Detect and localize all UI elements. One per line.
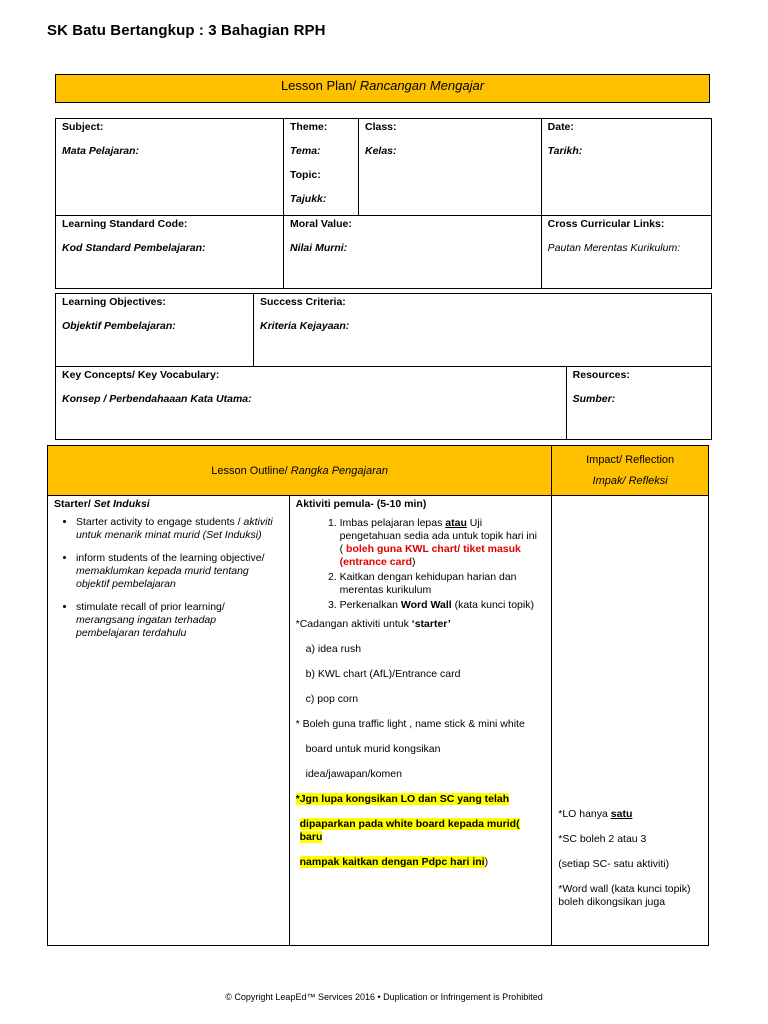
class-label: Class: xyxy=(365,121,397,133)
suggestion-c: c) pop corn xyxy=(305,693,359,705)
moral-label-my: Nilai Murni: xyxy=(290,242,348,254)
list-item: 3. Perkenalkan Word Wall (kata kunci topik) xyxy=(340,599,546,612)
lo-label: Learning Objectives: xyxy=(62,296,166,308)
kc-label-my: Konsep / Perbendahaaan Kata Utama: xyxy=(62,393,252,405)
starter-bullet-list xyxy=(54,516,283,640)
starter-title-my: Set Induksi xyxy=(93,498,150,510)
resources-label: Resources: xyxy=(572,369,630,381)
lesson-plan-title-en: Lesson Plan/ xyxy=(280,78,360,93)
kc-label: Key Concepts/ Key Vocabulary: xyxy=(62,369,220,381)
starter-title-en: Starter/ xyxy=(54,498,94,510)
outline-title-en: Lesson Outline/ xyxy=(211,464,291,477)
ls-code-label-my: Kod Standard Pembelajaran: xyxy=(62,242,206,254)
suggestion-line: *Cadangan aktiviti untuk ‘starter’ xyxy=(295,618,451,630)
lo-label-my: Objektif Pembelajaran: xyxy=(62,320,176,332)
reflection-word-wall: *Word wall (kata kunci topik) boleh dikongsikan juga xyxy=(558,883,691,908)
topic-label: Topic: xyxy=(290,169,321,181)
suggestion-b: b) KWL chart (AfL)/Entrance card xyxy=(305,668,461,680)
ccl-label-my: Pautan Merentas Kurikulum: xyxy=(547,242,681,254)
subject-label-my: Mata Pelajaran: xyxy=(62,145,140,157)
class-label-my: Kelas: xyxy=(365,145,397,157)
traffic-line-1: * Boleh guna traffic light , name stick & mini white xyxy=(295,718,525,730)
resources-label-my: Sumber: xyxy=(572,393,616,405)
objectives-table xyxy=(55,293,712,440)
suggestion-a: a) idea rush xyxy=(305,643,362,655)
subject-label: Subject: xyxy=(62,121,104,133)
moral-label: Moral Value: xyxy=(290,218,352,230)
topic-label-my: Tajukk: xyxy=(290,193,327,205)
ls-code-label: Learning Standard Code: xyxy=(62,218,188,230)
impact-title: Impact/ Reflection xyxy=(586,454,675,466)
activity-list xyxy=(296,517,546,612)
traffic-line-2: board untuk murid kongsikan xyxy=(305,743,441,755)
list-item: • inform students of the learning objective/ memaklumkan kepada murid tentang objektif pembelajaran xyxy=(76,552,283,591)
reflection-sc: *SC boleh 2 atau 3 xyxy=(558,833,647,845)
activity-title: Aktiviti pemula- (5-10 min) xyxy=(295,498,427,510)
traffic-line-3: idea/jawapan/komen xyxy=(305,768,402,780)
outline-title-my: Rangka Pengajaran xyxy=(290,464,388,477)
highlight-line-2: dipaparkan pada white board kepada murid( baru xyxy=(299,818,520,843)
highlight-line-1: *Jgn lupa kongsikan LO dan SC yang telah xyxy=(295,793,510,805)
lesson-plan-title-my: Rancangan Mengajar xyxy=(359,78,485,93)
theme-label: Theme: xyxy=(290,121,328,133)
sc-label-my: Kriteria Kejayaan: xyxy=(260,320,350,332)
theme-label-my: Tema: xyxy=(290,145,321,157)
highlight-line-3: nampak kaitkan dengan Pdpc hari ini) xyxy=(299,856,489,868)
reflection-lo: *LO hanya satu xyxy=(558,808,633,820)
footer-copyright: © Copyright LeapEd™ Services 2016 • Duplication or Infringement is Prohibited xyxy=(225,992,543,1002)
page-header-title: SK Batu Bertangkup : 3 Bahagian RPH xyxy=(47,22,326,39)
lesson-plan-title-bar xyxy=(55,74,710,103)
list-item: 2. Kaitkan dengan kehidupan harian dan merentas kurikulum xyxy=(340,571,546,597)
sc-label: Success Criteria: xyxy=(260,296,346,308)
info-table xyxy=(55,118,712,289)
reflection-sc-note: (setiap SC- satu aktiviti) xyxy=(558,858,670,870)
ccl-label: Cross Curricular Links: xyxy=(547,218,665,230)
list-item: 1. Imbas pelajaran lepas atau Uji pengetahuan sedia ada untuk topik hari ini ( boleh guna KWL chart/ tiket masuk (entrance card) xyxy=(340,517,546,569)
outline-table xyxy=(47,445,709,946)
list-item: • stimulate recall of prior learning/ merangsang ingatan terhadap pembelajaran terdahulu xyxy=(76,601,283,640)
date-label: Date: xyxy=(547,121,574,133)
impact-title-my: Impak/ Refleksi xyxy=(592,475,668,487)
date-label-my: Tarikh: xyxy=(547,145,583,157)
list-item: • Starter activity to engage students / aktiviti untuk menarik minat murid (Set Induksi) xyxy=(76,516,283,542)
